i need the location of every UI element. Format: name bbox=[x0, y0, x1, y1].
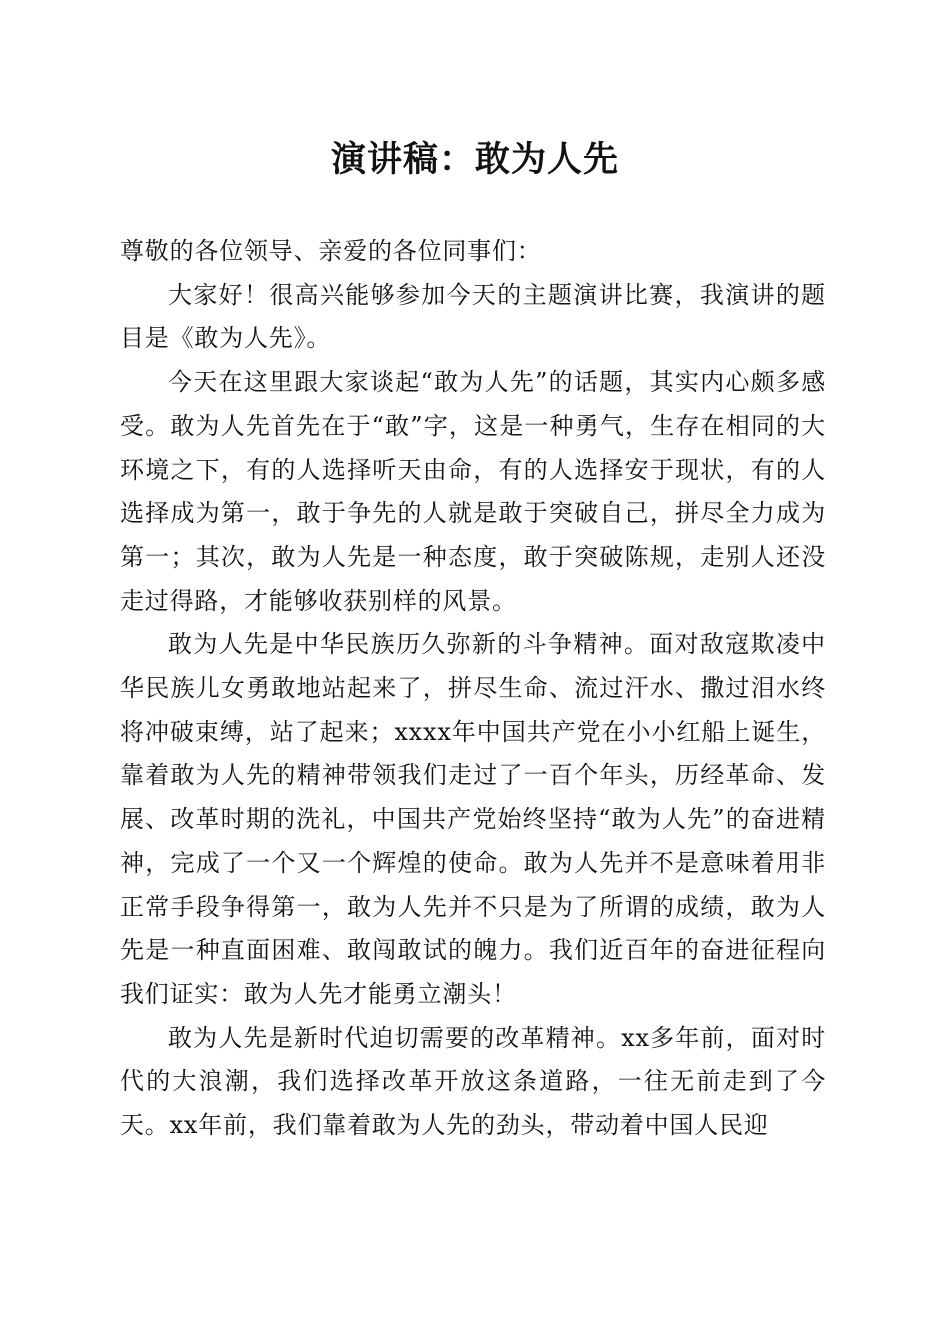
document-body bbox=[120, 230, 826, 1148]
document-title: 演讲稿：敢为人先 bbox=[330, 139, 619, 180]
paragraph-reform-spirit: 敢为人先是新时代迫切需要的改革精神。xx多年前，面对时代的大浪潮，我们选择改革开放这条道路，一往无前走到了今天。xx年前，我们靠着敢为人先的劲头，带动着中国人民迎 bbox=[120, 1023, 826, 1140]
salutation: 尊敬的各位领导、亲爱的各位同事们： bbox=[120, 237, 542, 265]
paragraph-struggle-spirit: 敢为人先是中华民族历久弥新的斗争精神。面对敌寇欺凌中华民族儿女勇敢地站起来了，拼尽生命、流过汗水、撒过泪水终将冲破束缚，站了起来；xxxx年中国共产党在小小红船上诞生，靠着敢为人先的精神带领我们走过了一百个年头，历经革命、发展、改革时期的洗礼，中国共产党始终坚持“敢为人先”的奋进精神，完成了一个又一个辉煌的使命。敢为人先并不是意味着用非正常手段争得第一，敢为人先并不只是为了所谓的成绩，敢为人先是一种直面困难、敢闯敢试的魄力。我们近百年的奋进征程向我们证实：敢为人先才能勇立潮头！ bbox=[120, 630, 826, 1008]
paragraph-courage: 今天在这里跟大家谈起“敢为人先”的话题，其实内心颇多感受。敢为人先首先在于“敢”字，这是一种勇气，生存在相同的大环境之下，有的人选择听天由命，有的人选择安于现状，有的人选择成为第一，敢于争先的人就是敢于突破自己，拼尽全力成为第一；其次，敢为人先是一种态度，敢于突破陈规，走别人还没走过得路，才能够收获别样的风景。 bbox=[120, 368, 826, 615]
paragraph-greeting: 大家好！很高兴能够参加今天的主题演讲比赛，我演讲的题目是《敢为人先》。 bbox=[120, 280, 826, 353]
